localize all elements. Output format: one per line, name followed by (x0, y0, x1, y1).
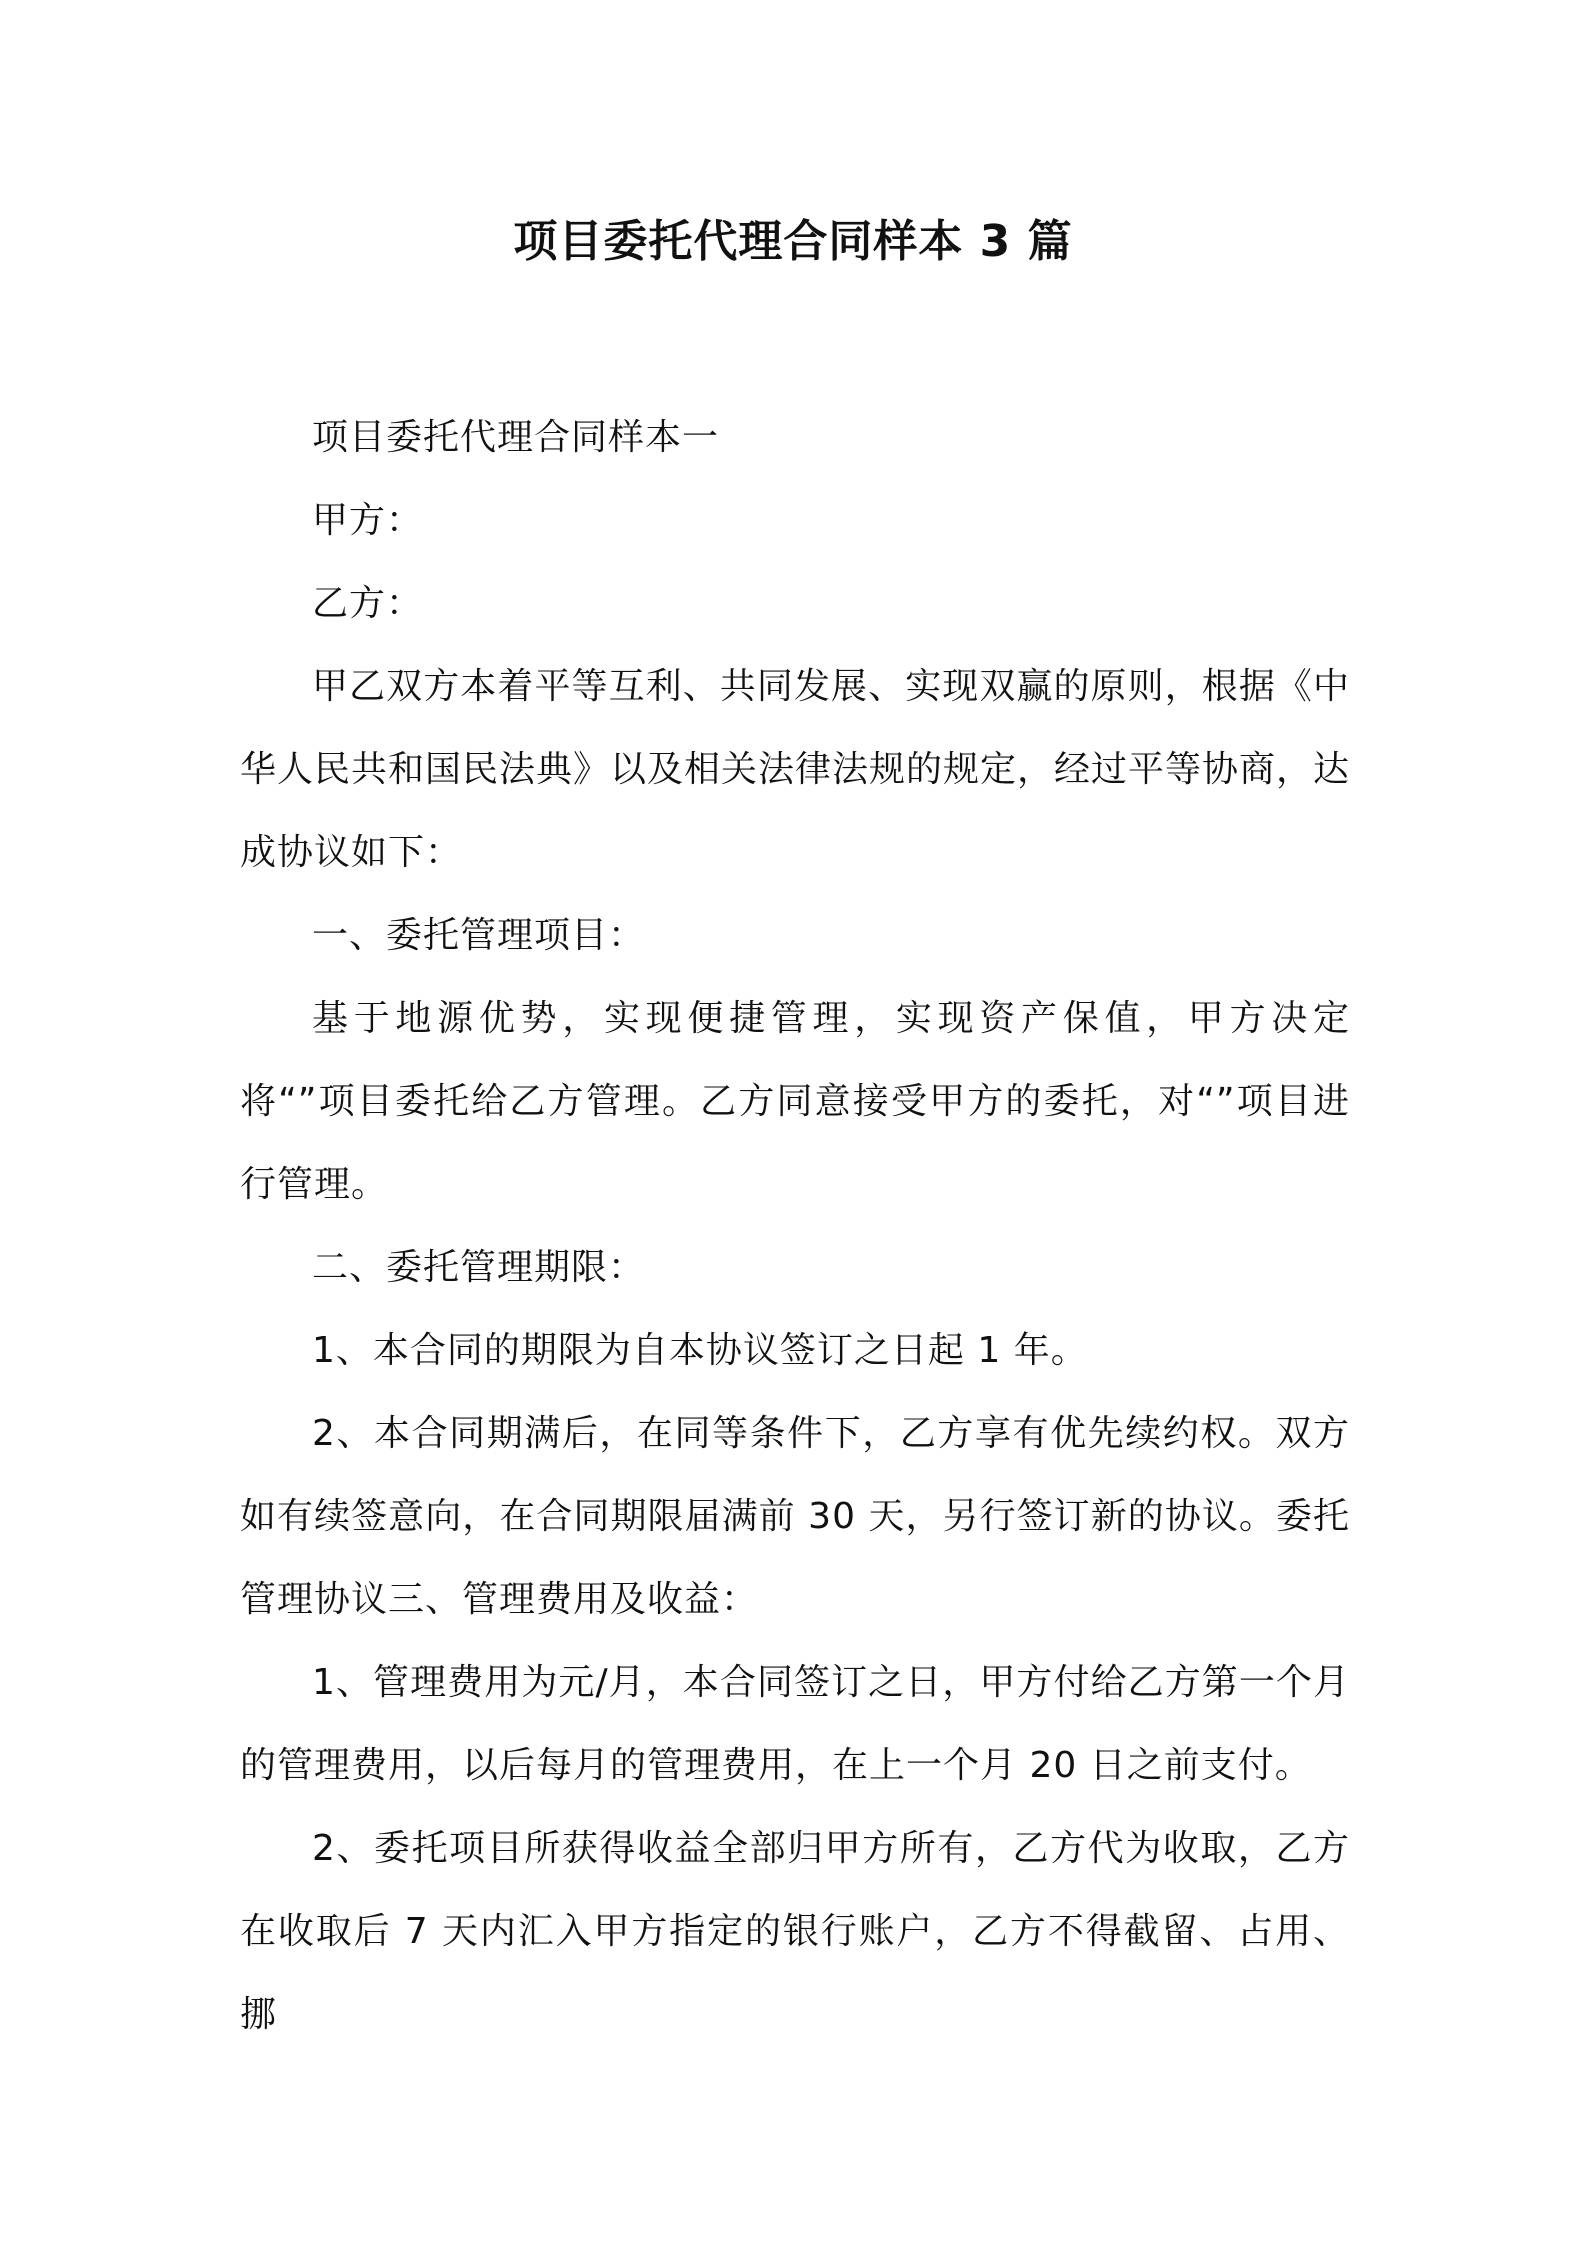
paragraph-section-2-heading: 二、委托管理期限： (312, 1247, 646, 1288)
paragraph-party-b: 乙方： (312, 583, 424, 624)
paragraph-section-1-body: 基于地源优势，实现便捷管理，实现资产保值，甲方决定将“”项目委托给乙方管理。乙方同意接受甲方的委托，对“”项目进行管理。 (240, 998, 1350, 1205)
document-body (240, 396, 1350, 2056)
paragraph-party-a: 甲方： (312, 500, 424, 541)
paragraph-term-1: 1、本合同的期限为自本协议签订之日起 1 年。 (312, 1330, 1088, 1371)
paragraph-sample-heading: 项目委托代理合同样本一 (312, 417, 720, 458)
paragraph-fee-2: 2、委托项目所获得收益全部归甲方所有，乙方代为收取，乙方在收取后 7 天内汇入甲方指定的银行账户，乙方不得截留、占用、挪 (240, 1828, 1350, 2035)
paragraph-preamble: 甲乙双方本着平等互利、共同发展、实现双赢的原则，根据《中华人民共和国民法典》以及相关法律法规的规定，经过平等协商，达成协议如下： (240, 666, 1351, 873)
document-title: 项目委托代理合同样本 3 篇 (513, 216, 1073, 267)
paragraph-term-2: 2、本合同期满后，在同等条件下，乙方享有优先续约权。双方如有续签意向，在合同期限届满前 30 天，另行签订新的协议。委托管理协议三、管理费用及收益： (240, 1413, 1350, 1620)
paragraph-section-1-heading: 一、委托管理项目： (312, 915, 646, 956)
paragraph-fee-1: 1、管理费用为元/月，本合同签订之日，甲方付给乙方第一个月的管理费用，以后每月的管理费用，在上一个月 20 日之前支付。 (240, 1662, 1350, 1786)
